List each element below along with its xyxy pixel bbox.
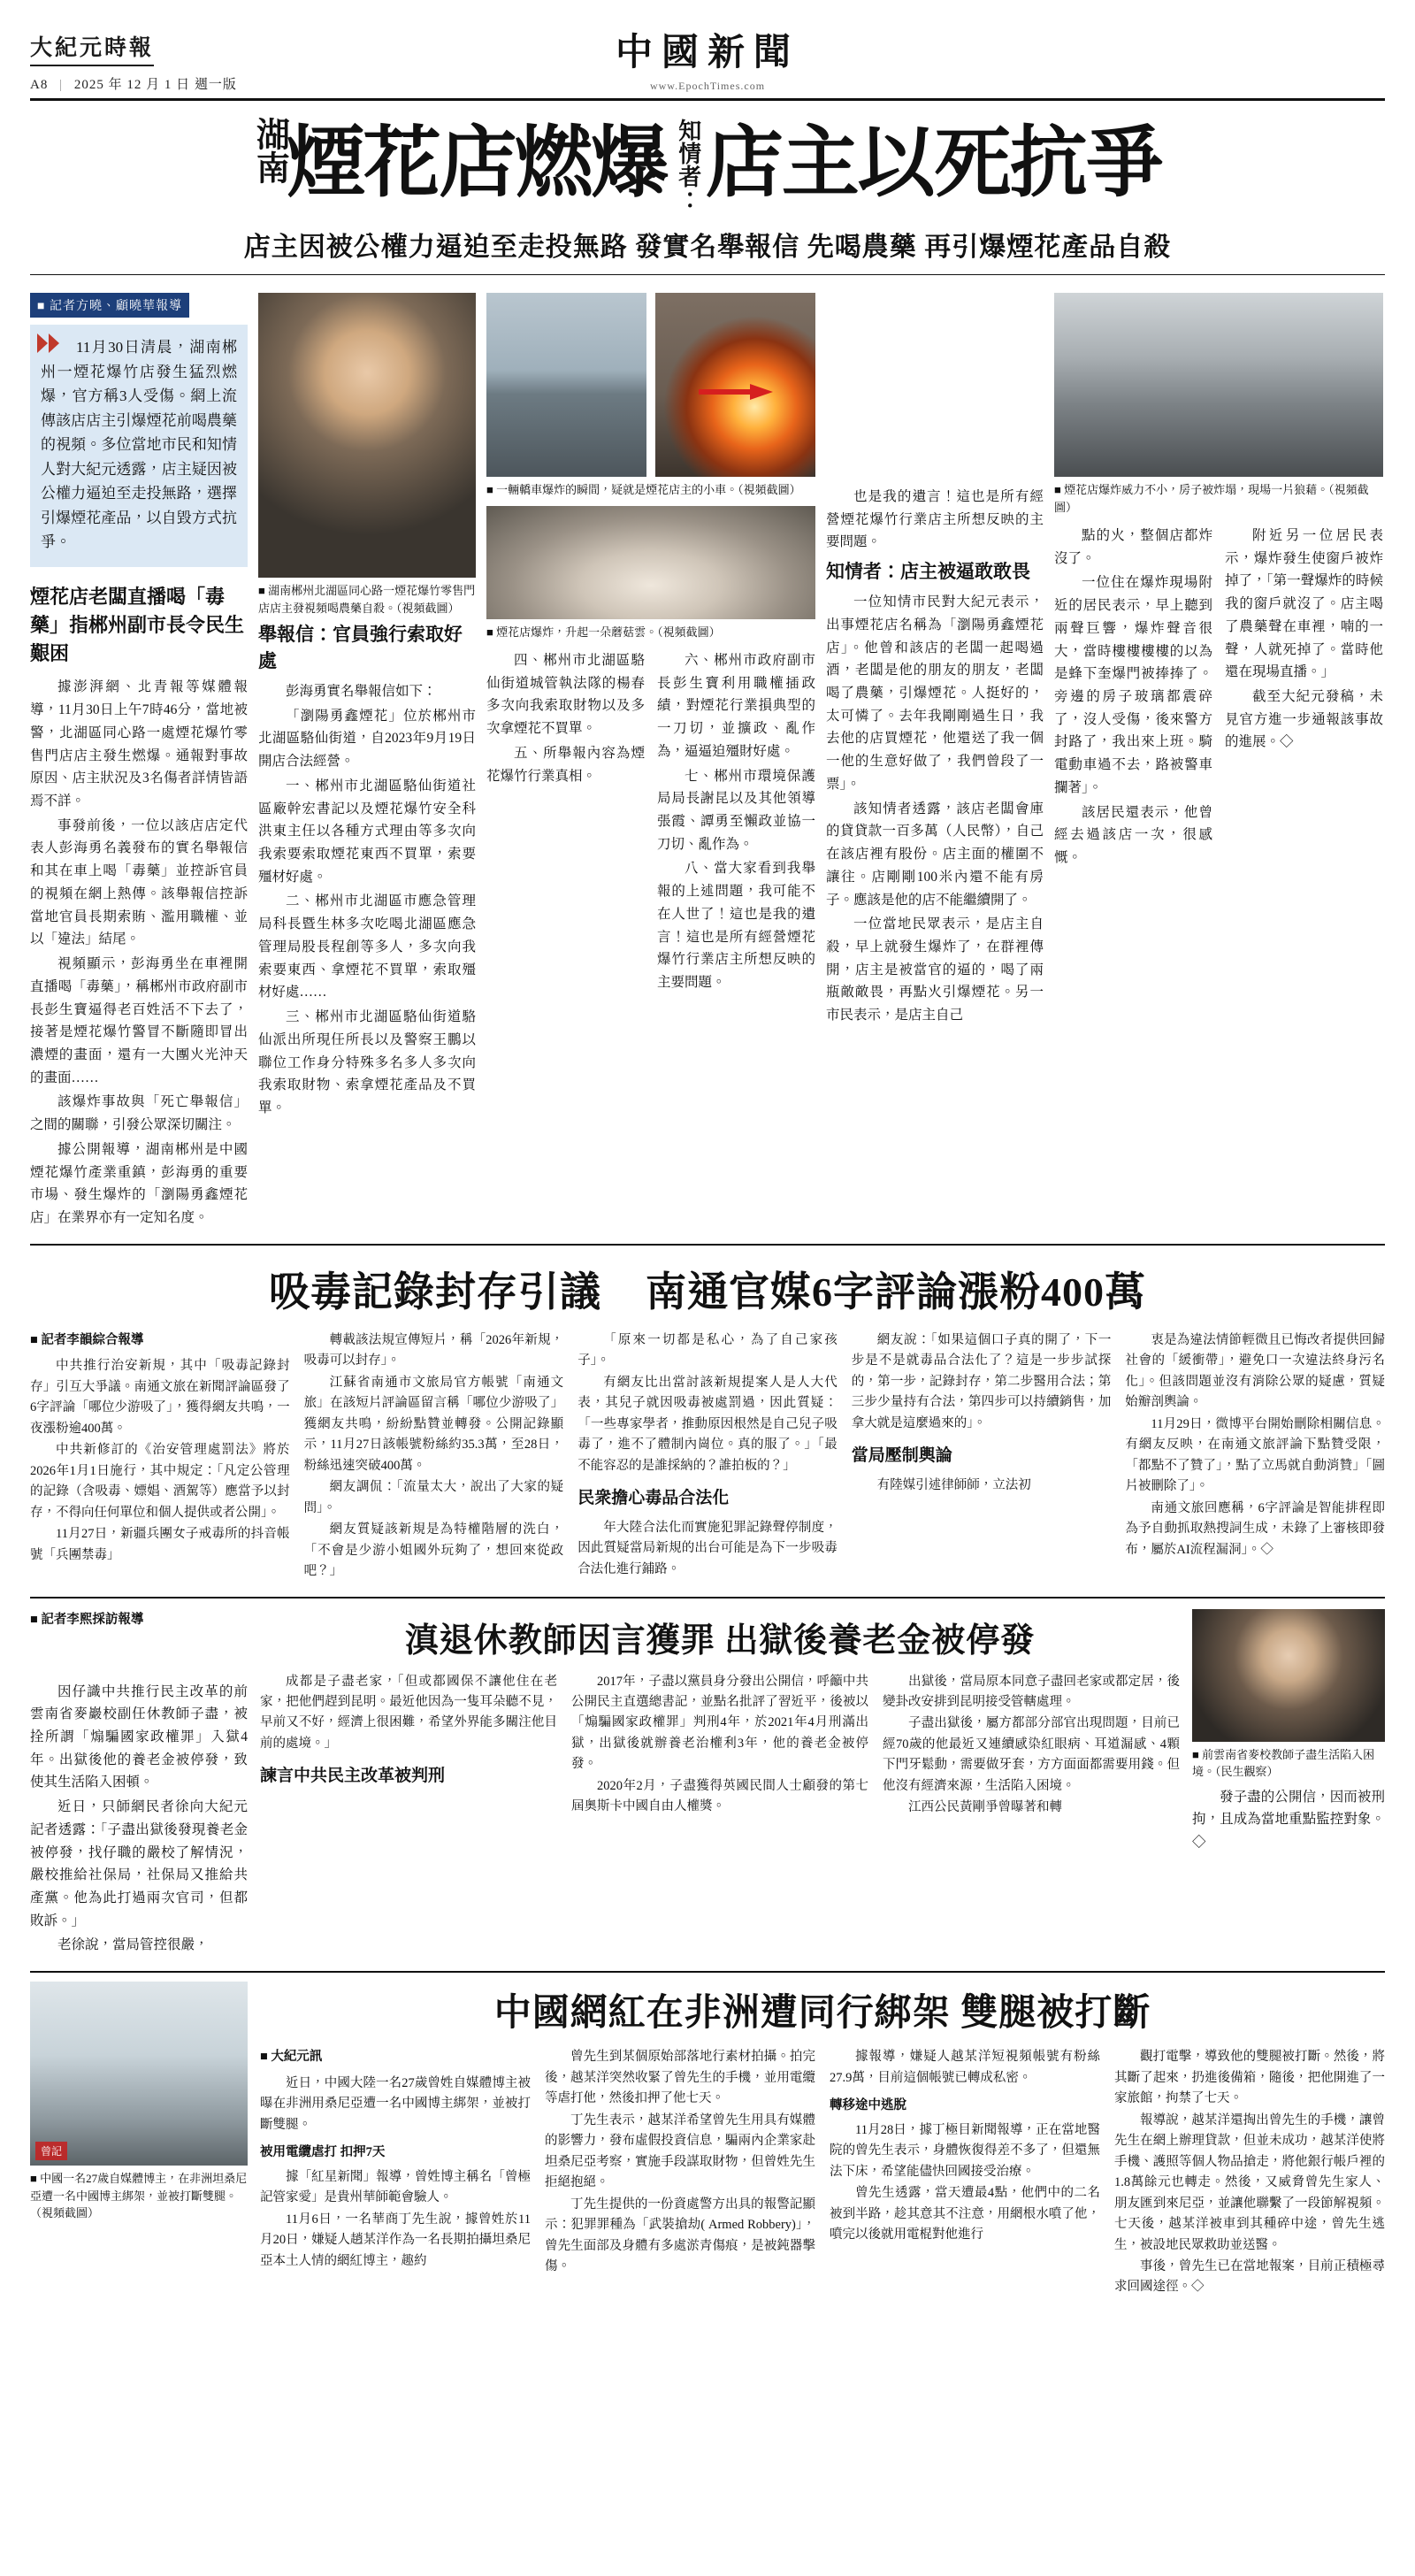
paragraph: 二、郴州市北湖區市應急管理局科長暨生林多次吃喝北湖區應急管理局股長程創等多人，多次向我索要東西、拿煙花不買單，索取殭材好處……: [258, 893, 476, 1000]
paragraph: 一位知情市民對大紀元表示，出事煙花店名稱為「瀏陽勇鑫煙花店」。他曾和該店的老闆一起喝過酒，老闆是他的朋友的朋友，老闆喝了農藥，引爆煙花。人挺好的，太可憐了。去年我剛剛過生日，我去他的店買煙花，他還送了我一個一他的生意好做了，我們曾段了一票」。: [826, 594, 1044, 792]
headline-prefix: 湖南: [250, 117, 288, 184]
paragraph: 據報導，嫌疑人越某洋短視頻帳號有粉絲27.9萬，目前這個帳號已轉成私密。: [830, 2050, 1100, 2085]
paragraph: 四、郴州市北湖區駱仙街道城管執法隊的楊春多次向我索取財物以及多次拿煙花不買單。: [486, 653, 645, 737]
lead-col2: [258, 680, 476, 1120]
story3-col-3: [571, 1672, 868, 1819]
paragraph: 出獄後，當局原本同意子盡回老家或都定居，後變卦改安排到昆明接受管轄處理。: [883, 1674, 1180, 1709]
paragraph: 11月6日，一名華商丁先生說，據曾姓於11月20日，嫌疑人趙某洋作為一名長期拍攝坦桑尼亞本土人情的網紅博主，趣約: [260, 2212, 531, 2268]
story4-col-2: [545, 2047, 815, 2298]
photo-watermark: 曾記: [35, 2142, 67, 2160]
story2-col-2: [304, 1330, 564, 1583]
lead-col5b: [1225, 525, 1383, 870]
paragraph: 點的火，整個店都炸沒了。: [1054, 528, 1212, 566]
lead-headline-block: [30, 101, 1385, 282]
paragraph: 11月29日，微博平台開始刪除相關信息。有網友反映，在南通文旅評論下點贊受限，「都點不了贊了」，點了立馬就自動消贊」「圖片被刪除了」。: [1125, 1416, 1385, 1494]
paragraph: 八、當大家看到我舉報的上述問題，我可能不在人世了！這也是我的遺言！這也是所有經營煙花爆竹行業店主所想反映的主要問題。: [657, 861, 815, 991]
paragraph: 2017年，子盡以黨員身分發出公開信，呼籲中共公開民主直選總書記，並點名批評了習近平，後被以「煽騙國家政權罪」判刑4年，於2021年4月刑滿出獄，出獄後就辦養老治權利3年，他的養老金被停發。: [571, 1674, 868, 1772]
story2-subsection-1: 民衆擔心毒品合法化: [577, 1489, 730, 1508]
paragraph: 六、郴州市政府副市長彭生寶利用職權插政績，對煙花行業損典型的一刀切，並擴政、亂作為，逼逼迫殭財好處。: [657, 653, 815, 759]
caption-shop-owner: ■ 湖南郴州北湖區同心路一煙花爆竹零售門店店主發視頻喝農藥自殺。（視頻截圖）: [258, 584, 476, 615]
paragraph: 截至大紀元發稿，未見官方進一步通報該事故的進展。◇: [1225, 689, 1383, 750]
headline-main: 煙花店燃爆: [287, 121, 668, 207]
story-4: [30, 1982, 1385, 2298]
story3-col1: [30, 1681, 248, 1958]
story4-col-3: [830, 2047, 1100, 2298]
caption-car-explosion: ■ 一輛轎車爆炸的瞬間，疑就是煙花店主的小車。（視頻截圖）: [486, 483, 801, 496]
paragraph: 中共新修訂的《治安管理處罰法》將於2026年1月1日施行，其中規定：「凡定公管理的記錄（含吸毒、嫖娼、酒駕等）應當予以封存，不得向任何單位和個人提供或者公開」。: [30, 1443, 290, 1520]
paragraph: 「原來一切都是私心，為了自己家孩子」。: [577, 1332, 838, 1368]
photo-injured-blogger: [30, 1982, 248, 2166]
story4-subsection-1: 被用電纜虐打 扣押7天: [260, 2145, 386, 2160]
lead-col3b: [657, 649, 815, 994]
paragraph: 據「紅星新聞」報導，曾姓博主稱名「曾極記管家愛」是貴州華師範會驗人。: [260, 2169, 531, 2205]
lead-headline: [30, 117, 1385, 212]
lead-col5a: [1054, 525, 1212, 870]
paragraph: 一位住在爆炸現場附近的居民表示，早上聽到兩聲巨響，爆炸聲音很大，當時樓樓樓樓的以為是蜂下奎爆門被捧捧了。旁邊的房子玻璃都震碎了，沒人受傷，後來警方封路了，我出來上班。騎電動車過不去，路被警車攔著」。: [1054, 575, 1212, 795]
story3-col-2: [260, 1672, 557, 1819]
paragraph: 「瀏陽勇鑫煙花」位於郴州市北湖區駱仙街道，自2023年9月19日開店合法經營。: [258, 708, 476, 770]
story2-columns: [30, 1330, 1385, 1583]
paragraph: 因仔識中共推行民主改革的前雲南省麥巖校副任休教師子盡，被拴所謂「煽騙國家政權罪」入獄4年。出獄後他的養老金被停發，致使其生活陷入困頓。: [30, 1683, 248, 1790]
paragraph: 近日，中國大陸一名27歲曾姓自媒體博主被曝在非洲用桑尼亞遭一名中國博主綁架，並被打斷雙腿。: [260, 2075, 531, 2132]
paragraph: 衷是為違法情節輕微且已悔改者提供回歸社會的「緩衝帶」，避免口一次違法終身污名化」。但該問題並沒有消除公眾的疑慮，質疑始瓣剖輿論。: [1125, 1332, 1385, 1410]
lead-column-5: [1054, 293, 1383, 1230]
paragraph: 據澎湃網、北青報等媒體報導，11月30日上午7時46分，當地被警，北湖區同心路一處煙花爆竹零售門店店主發生燃爆。通報對事故原因、店主狀況及3名傷者詳情皆語焉不詳。: [30, 679, 248, 809]
story3-columns: [260, 1672, 1180, 1819]
lead-summary-text: 11月30日清晨，湖南郴州一煙花爆竹店發生猛烈燃爆，官方稱3人受傷。網上流傳該店店主引爆煙花前喝農藥的視頻。多位當地市民和知情人對大紀元透露，店主疑因被公權力逼迫至走投無路，選擇引爆煙花產品，以自毀方式抗爭。: [41, 339, 237, 551]
paragraph: 觀打電擊，導致他的雙腿被打斷。然後，將其斷了起來，扔進後備箱，隨後，把他開進了一家旅館，拘禁了七天。: [1114, 2050, 1385, 2106]
paragraph: 近日，只師網民者徐向大紀元記者透露：「子盡出獄後發現養老金被停發，找仔職的嚴校了解情況，嚴校推給社保局，社保局又推給共產黨。他為此打過兩次官司，但都敗訴。」: [30, 1799, 248, 1928]
paragraph: 丁先生提供的一份資處警方出具的報警記顯示：犯罪罪種為「武裝搶劫( Armed Robbery)」，曾先生面部及身體有多處淤青傷痕，是被鈍器擊傷。: [545, 2196, 815, 2273]
lead-col1: [30, 676, 248, 1229]
headline-middle: 知情者：: [675, 119, 701, 211]
lead-section-title-1: 煙花店老闆直播喝「毒藥」指郴州副市長令民生艱困: [30, 585, 245, 664]
arrow-right-icon: [699, 384, 773, 400]
lead-column-2: [258, 293, 476, 1230]
story4-col-1: [260, 2047, 531, 2298]
page-code: A8: [30, 78, 49, 92]
paragraph: 有陸媒引述律師師，立法初: [876, 1477, 1031, 1492]
caption-teacher-portrait: ■ 前雲南省麥校教師子盡生活陷入困境。（民生觀察）: [1192, 1747, 1375, 1779]
paragraph: 2020年2月，子盡獲得英國民間人士顧發的第七屆奧斯卡中國自由人權獎。: [571, 1778, 868, 1814]
paragraph: 七、郴州市環境保護局局長謝昆以及其他領導張霞、譚勇至懶政並協一刀切、亂作為。: [657, 768, 815, 852]
story4-left-column: [30, 1982, 248, 2298]
story4-col-4: [1114, 2047, 1385, 2298]
paragraph: 事後，曾先生已在當地報案，目前正積極尋求回國途徑。◇: [1114, 2258, 1385, 2295]
paragraph: 該知情者透露，該店老闆會庫的貸貸款一百多萬（人民幣），自己在該店裡有股份。店主面的權圍不讓往。店剛剛100米內還不能有房子。應該是他的店不能繼續開了。: [826, 801, 1044, 908]
story4-main: [260, 1982, 1385, 2298]
story2-title-right: 南通官媒6字評論漲粉400萬: [646, 1269, 1146, 1315]
paragraph: 子盡出獄後，屬方都部分部官出現問題，目前已經70歲的他最近又連續感染紅眼病、耳道漏感、4顆下門牙鬆動，需要做牙套，方方面面都需要用錢。但他沒有經濟來源，生活陷入困境。: [883, 1716, 1180, 1793]
story4-title: 中國網紅在非洲遭同行綁架 雙腿被打斷: [493, 1993, 1151, 2035]
photo-car-explosion: [655, 293, 815, 477]
paragraph: 該爆炸事故與「死亡舉報信」之間的關聯，引發公眾深切關注。: [30, 1094, 248, 1133]
story3-main: [260, 1609, 1180, 1958]
paragraph: 據公開報導，湖南郴州是中國煙花爆竹產業重鎮，彭海勇的重要市場、發生爆炸的「瀏陽勇鑫煙花店」在業界亦有一定知名度。: [30, 1141, 248, 1225]
paragraph: 老徐說，當局管控很嚴，: [57, 1937, 209, 1953]
photo-teacher-portrait: [1192, 1609, 1385, 1742]
paragraph: 成都是子盡老家，「但或都國保不讓他住在老家，把他們趕到昆明。最近他因為一隻耳朵聽不見，早前又不好，經濟上很困難，希望外界能多關注他目前的處境。」: [260, 1674, 557, 1751]
story2-col-1: [30, 1330, 290, 1583]
lead-section-title-2: 舉報信：官員強行索取好處: [258, 624, 463, 671]
section-divider-3: [30, 1971, 1385, 1973]
story3-title: 滇退休教師因言獲罪 出獄後養老金被停發: [404, 1622, 1036, 1660]
photo-collapsed-building: [1054, 293, 1383, 477]
site-url: www.EpochTimes.com: [649, 80, 766, 92]
meta-separator: |: [59, 78, 64, 92]
section-divider-1: [30, 1244, 1385, 1246]
photo-shop-owner: [258, 293, 476, 578]
lead-summary-box: [30, 325, 248, 567]
story2-byline: ■ 記者李韻綜合報導: [30, 1332, 144, 1347]
paragraph: 彭海勇實名舉報信如下：: [286, 684, 437, 699]
photo-mushroom-cloud: [486, 506, 815, 619]
story2-col-3: [577, 1330, 838, 1583]
lead-col3a: [486, 649, 645, 994]
paragraph: 三、郴州市北湖區駱仙街道駱仙派出所現任所長以及警察王鵬以聯位工作身分特殊多名多人多次向我索取財物、索拿煙花產品及不買單。: [258, 1009, 476, 1116]
paragraph: 江西公民黃剛爭曾曝著和轉: [908, 1800, 1062, 1815]
paragraph: 11月28日，據丁極目新聞報導，正在當地醫院的曾先生表示，身體恢復得差不多了，但還無法下床，希望能儘快回國接受治療。: [830, 2122, 1100, 2179]
story2-subsection-2: 當局壓制輿論: [851, 1446, 952, 1466]
caption-collapsed-building: ■ 煙花店爆炸威力不小，房子被炸塌，現場一片狼藉。（視頻截圖）: [1054, 483, 1369, 514]
paragraph: 發子盡的公開信，因而被刑拘，且成為當地重點監控對象。◇: [1192, 1789, 1385, 1850]
story4-columns: [260, 2047, 1385, 2298]
story3-col-4: [883, 1672, 1180, 1819]
story2-title: [30, 1260, 1385, 1318]
paragraph: 曾先生透露，當天遭最4點，他們中的二名被到半路，趁其意其不注意，用網根水噴了他，噴完以後就用電棍對他進行: [830, 2186, 1100, 2242]
caption-injured-blogger: ■ 中國一名27歲自媒體博主，在非洲坦桑尼亞遭一名中國博主綁架，並被打斷雙腿。（視頻截圖）: [30, 2172, 248, 2220]
masthead-meta: [30, 74, 348, 93]
headline-tail: 店主以死抗爭: [705, 121, 1162, 207]
lead-col5-text: [1054, 525, 1383, 870]
story-2: [30, 1260, 1385, 1583]
paragraph: 11月27日，新疆兵團女子戒毒所的抖音帳號「兵團禁毒」: [30, 1527, 290, 1562]
story-3: [30, 1609, 1385, 1958]
paragraph: 丁先生表示，越某洋希望曾先生用具有媒體的影響力，發布虛假投資信息，騙兩內企業家赴坦桑尼亞考察，實施手段謀取財物，但曾姓先生拒絕抱絕。: [545, 2112, 815, 2190]
paragraph: 報導說，越某洋還掏出曾先生的手機，讓曾先生在網上辦理貸款，但並未成功，越某洋使將手機、護照等個人物品搶走，將他銀行帳戶裡的1.8萬餘元也轉走。然後，又威脅曾先生家人、朋友匯到來尼亞，並讓他聯繫了一段節解視頻。七天後，越某洋被車到其種碎中途，曾先生逃生，被設地民眾救助並送醫。: [1114, 2112, 1385, 2252]
footer-space: [30, 2298, 1385, 2304]
section-title: 中國新聞: [615, 33, 799, 73]
story2-title-left: 吸毒記錄封存引議: [269, 1269, 601, 1315]
story4-byline: ■ 大紀元訊: [260, 2050, 323, 2065]
photo-building-before: [486, 293, 646, 477]
story2-col-5: [1125, 1330, 1385, 1583]
lead-summary-column: [30, 293, 248, 1230]
paragraph: 附近另一位居民表示，爆炸發生使窗戶被炸掉了，「第一聲爆炸的時候我的窗戶就沒了。店主喝了農藥聲在車裡，喃的一聲，人就死掉了。當時他還在現場直播。」: [1225, 528, 1383, 680]
headline-rule: [30, 274, 1385, 275]
paragraph: 中共推行治安新規，其中「吸毒記錄封存」引互大爭議。南通文旅在新聞評論區發了6字評論「哪位少游吸了」，獲得網友共鳴，一夜漲粉逾400萬。: [30, 1359, 290, 1436]
caption-mushroom-cloud: ■ 煙花店爆炸，升起一朵蘑菇雲。（視頻截圖）: [486, 625, 721, 639]
story3-byline: ■ 記者李熙採訪報導: [30, 1612, 144, 1627]
fire-photo-row: [486, 293, 815, 477]
story2-col-4: [852, 1330, 1112, 1583]
lead-subheadline: 店主因被公權力逼迫至走投無路 發實名舉報信 先喝農藥 再引爆煙花產品自殺: [243, 233, 1172, 262]
paragraph: 一位當地民眾表示，是店主自殺，早上就發生爆炸了，在群裡傳開，店主是被當官的逼的，喝了兩瓶敵敵畏，再點火引爆煙花。另一市民表示，是店主自己: [826, 916, 1044, 1024]
masthead: [30, 23, 1385, 101]
paragraph: 有網友比出當討該新規提案人是人大代表，其兒子就因吸毒被處罰過，因此質疑：「一些專家學者，推動原因根然是自己兒子吸毒了，進不了體制內崗位。真的服了。」「最不能容忍的是誰採納的？誰拍板的？」: [577, 1375, 838, 1473]
section-divider-2: [30, 1597, 1385, 1598]
lead-col3-text: [486, 649, 815, 994]
lead-column-3: [486, 293, 815, 1230]
paragraph: 年大陸合法化而實施犯罪記錄聲停制度，因此質疑當局新規的出台可能是為下一步吸毒合法化進行鋪路。: [577, 1520, 838, 1576]
masthead-left: [30, 30, 348, 93]
paragraph: 南通文旅回應稱，6字評論是智能排程即為予自動抓取熱搜詞生成，未錄了上審核即發布，屬於AI流程漏洞」。◇: [1125, 1500, 1385, 1557]
lead-top-grid: [30, 293, 1385, 1230]
masthead-center: [348, 23, 1067, 93]
paragraph: 網友說：「如果這個口子真的開了，下一步是不是就毒品合法化了？這是一步步試探的，第一步，記錄封存，第二步醫用合法；第三步少量持有合法，第四步可以持續銷售，加拿大就是這麼過來的」。: [851, 1332, 1112, 1430]
lead-col4: [826, 591, 1044, 1027]
paragraph: 轉載該法規宣傳短片，稱「2026年新規，吸毒可以封存」。: [303, 1332, 564, 1368]
story3-left-column: [30, 1609, 248, 1958]
lead-col4-top: [826, 486, 1044, 554]
paragraph: 五、所舉報內容為煙花爆竹行業真相。: [486, 745, 645, 784]
lead-column-4: [826, 293, 1044, 1230]
story3-tail: [1192, 1786, 1385, 1854]
paragraph: 曾先生到某個原始部落地行素材拍攝。拍完後，越某洋突然收緊了曾先生的手機，並用電纜等虐打他，然後扣押了他七天。: [545, 2050, 815, 2106]
lead-section-title-3: 知情者：店主被逼敢敢畏: [826, 561, 1030, 583]
issue-date: 2025 年 12 月 1 日 週一版: [73, 78, 237, 92]
publication-logo: 大紀元時報: [30, 30, 154, 66]
paragraph: 視頻顯示，彭海勇坐在車裡開直播喝「毒藥」，稱郴州市政府副市長彭生寶逼得老百姓活不下去了，接著是煙花爆竹警冒不斷隨即冒出濃煙的畫面，還有一大團火光沖天的畫面……: [30, 956, 248, 1085]
paragraph: 也是我的遺言！這也是所有經營煙花爆竹行業店主所想反映的主要問題。: [826, 489, 1044, 550]
paragraph: 網友質疑該新規是為特權階層的洗白，「不會是少游小姐國外玩夠了，想回來從政吧？」: [303, 1522, 564, 1579]
chevron-right-icon: [37, 334, 60, 353]
paragraph: 該居民還表示，他曾經去過該店一次，很感慨。: [1054, 804, 1212, 866]
paragraph: 江蘇省南通市文旅局官方帳號「南通文旅」在該短片評論區留言稱「哪位少游吸了」獲網友共鳴，紛紛點贊並轉發。公開記錄顯示，11月27日該帳號粉絲約35.3萬，至28日，粉絲迅速突破400萬。: [303, 1375, 564, 1473]
story4-subsection-2: 轉移途中逃脫: [830, 2098, 906, 2113]
paragraph: 事發前後，一位以該店店定代表人彭海勇名義發布的實名舉報信和其在車上喝「毒藥」並控訴官員的視頻在網上熱傳。該舉報信控訴當地官員長期索賄、濫用職權、並以「違法」結尾。: [30, 817, 248, 947]
story3-right-column: [1192, 1609, 1385, 1958]
lead-byline: ■ 記者方曉、顧曉華報導: [30, 293, 189, 318]
paragraph: 一、郴州市北湖區駱仙街道社區廠幹宏書記以及煙花爆竹安全科洪東主任以各種方式理由等多次向我索要索取煙花東西不買單，索要殭材好處。: [258, 778, 476, 885]
story3-subsection: 諫言中共民主改革被判刑: [260, 1767, 446, 1786]
paragraph: 網友調侃：「流量太大，說出了大家的疑問」。: [303, 1480, 564, 1515]
